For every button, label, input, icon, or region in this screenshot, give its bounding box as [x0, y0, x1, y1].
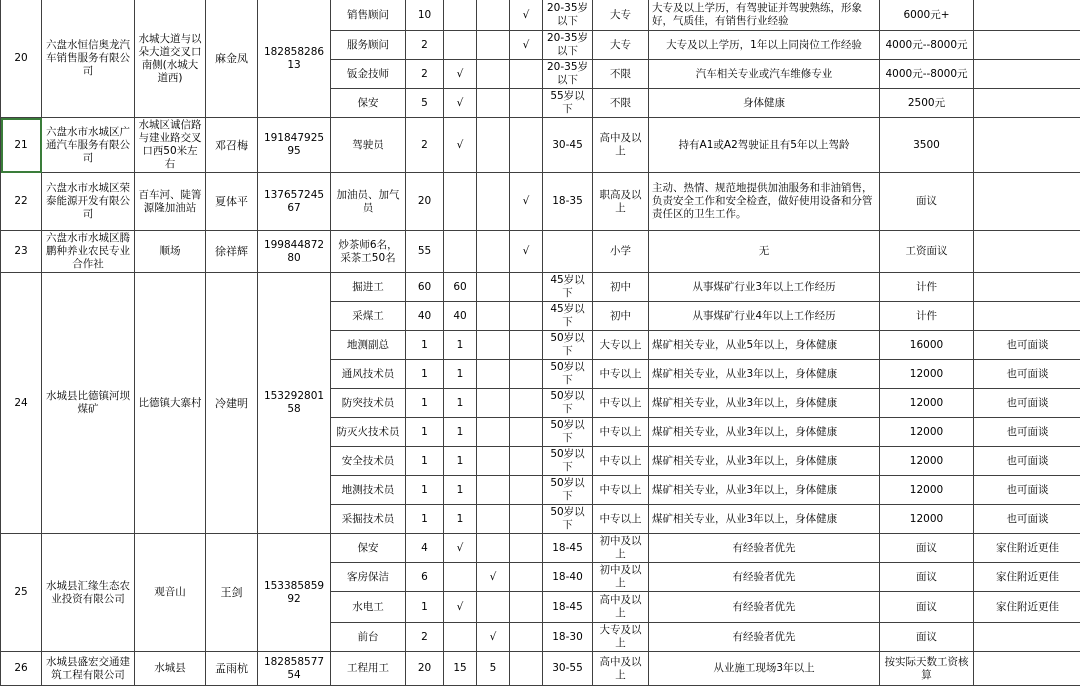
- requirements[interactable]: 有经验者优先: [649, 623, 880, 652]
- salary[interactable]: 12000: [880, 418, 974, 447]
- remark[interactable]: 也可面谈: [974, 331, 1080, 360]
- gender-unlimited[interactable]: √: [510, 0, 543, 31]
- gender-unlimited[interactable]: [510, 118, 543, 173]
- education[interactable]: 大专: [593, 0, 649, 31]
- gender-unlimited[interactable]: √: [510, 31, 543, 60]
- work-address[interactable]: 水城区诚信路与建业路交叉口西50米左右: [135, 118, 206, 173]
- requirements[interactable]: 汽车相关专业或汽车维修专业: [649, 60, 880, 89]
- table-row: [1, 231, 1080, 273]
- job-title[interactable]: 防灭火技术员: [331, 418, 406, 447]
- gender-unlimited[interactable]: [510, 302, 543, 331]
- work-address[interactable]: 顺场: [135, 231, 206, 273]
- gender-unlimited[interactable]: [510, 505, 543, 534]
- company-name[interactable]: 六盘水市水城区荣泰能源开发有限公司: [42, 173, 135, 231]
- female-count[interactable]: [477, 118, 510, 173]
- female-count[interactable]: √: [477, 623, 510, 652]
- requirements[interactable]: 煤矿相关专业，从业3年以上，身体健康: [649, 418, 880, 447]
- headcount[interactable]: 20: [406, 652, 444, 686]
- company-name[interactable]: 六盘水市水城区腾鹏种养业农民专业合作社: [42, 231, 135, 273]
- remark[interactable]: [974, 89, 1080, 118]
- gender-unlimited[interactable]: [510, 592, 543, 623]
- headcount[interactable]: 1: [406, 331, 444, 360]
- salary[interactable]: 12000: [880, 360, 974, 389]
- requirements[interactable]: 煤矿相关专业，从业3年以上，身体健康: [649, 476, 880, 505]
- female-count[interactable]: [477, 173, 510, 231]
- remark[interactable]: [974, 231, 1080, 273]
- gender-unlimited[interactable]: [510, 273, 543, 302]
- gender-unlimited[interactable]: [510, 360, 543, 389]
- salary[interactable]: 按实际天数工资核算: [880, 652, 974, 686]
- requirements[interactable]: 煤矿相关专业，从业3年以上，身体健康: [649, 389, 880, 418]
- job-title[interactable]: 销售顾问: [331, 0, 406, 31]
- headcount[interactable]: 1: [406, 447, 444, 476]
- female-count[interactable]: [477, 389, 510, 418]
- salary[interactable]: 6000元+: [880, 0, 974, 31]
- gender-unlimited[interactable]: √: [510, 173, 543, 231]
- contact-person[interactable]: 邓召梅: [206, 118, 258, 173]
- table-row: [1, 273, 1080, 302]
- female-count[interactable]: [477, 476, 510, 505]
- table-row: [1, 173, 1080, 231]
- female-count[interactable]: [477, 231, 510, 273]
- remark[interactable]: [974, 118, 1080, 173]
- education[interactable]: 大专以上: [593, 331, 649, 360]
- job-title[interactable]: 客房保洁: [331, 563, 406, 592]
- salary[interactable]: 面议: [880, 563, 974, 592]
- headcount[interactable]: 1: [406, 505, 444, 534]
- salary[interactable]: 4000元--8000元: [880, 31, 974, 60]
- job-title[interactable]: 水电工: [331, 592, 406, 623]
- contact-person[interactable]: 孟雨杭: [206, 652, 258, 686]
- age-range[interactable]: 20-35岁以下: [543, 31, 593, 60]
- row-number[interactable]: 26: [1, 652, 42, 686]
- gender-unlimited[interactable]: [510, 447, 543, 476]
- row-number[interactable]: 20: [1, 0, 42, 118]
- requirements[interactable]: 煤矿相关专业，从业5年以上，身体健康: [649, 331, 880, 360]
- gender-unlimited[interactable]: [510, 331, 543, 360]
- contact-phone[interactable]: 13765724567: [258, 173, 331, 231]
- age-range[interactable]: 18-45: [543, 534, 593, 563]
- headcount[interactable]: 2: [406, 60, 444, 89]
- female-count[interactable]: [477, 60, 510, 89]
- requirements[interactable]: 从事煤矿行业4年以上工作经历: [649, 302, 880, 331]
- table-row: [1, 534, 1080, 563]
- job-title[interactable]: 炒茶师6名，采茶工50名: [331, 231, 406, 273]
- gender-unlimited[interactable]: [510, 652, 543, 686]
- female-count[interactable]: [477, 360, 510, 389]
- requirements[interactable]: 持有A1或A2驾驶证且有5年以上驾龄: [649, 118, 880, 173]
- male-count[interactable]: 1: [444, 447, 477, 476]
- remark[interactable]: 也可面谈: [974, 476, 1080, 505]
- requirements[interactable]: 身体健康: [649, 89, 880, 118]
- education[interactable]: 初中: [593, 273, 649, 302]
- contact-phone[interactable]: 15338585992: [258, 534, 331, 652]
- row-number[interactable]: 23: [1, 231, 42, 273]
- headcount[interactable]: 6: [406, 563, 444, 592]
- gender-unlimited[interactable]: √: [510, 231, 543, 273]
- work-address[interactable]: 比德镇大寨村: [135, 273, 206, 534]
- male-count[interactable]: 1: [444, 505, 477, 534]
- salary[interactable]: 12000: [880, 447, 974, 476]
- education[interactable]: 高中及以上: [593, 652, 649, 686]
- job-title[interactable]: 采煤工: [331, 302, 406, 331]
- age-range[interactable]: 50岁以下: [543, 447, 593, 476]
- remark[interactable]: 家住附近更佳: [974, 534, 1080, 563]
- female-count[interactable]: [477, 447, 510, 476]
- contact-phone[interactable]: 18285857754: [258, 652, 331, 686]
- male-count[interactable]: [444, 0, 477, 31]
- education[interactable]: 初中及以上: [593, 563, 649, 592]
- salary[interactable]: 12000: [880, 476, 974, 505]
- work-address[interactable]: 水城县: [135, 652, 206, 686]
- male-count[interactable]: [444, 31, 477, 60]
- female-count[interactable]: [477, 31, 510, 60]
- male-count[interactable]: 1: [444, 476, 477, 505]
- salary[interactable]: 计件: [880, 273, 974, 302]
- age-range[interactable]: 20-35岁以下: [543, 0, 593, 31]
- male-count[interactable]: [444, 563, 477, 592]
- contact-person[interactable]: 夏体平: [206, 173, 258, 231]
- work-address[interactable]: 水城大道与以朵大道交叉口南侧(水城大道西): [135, 0, 206, 118]
- age-range[interactable]: 55岁以下: [543, 89, 593, 118]
- education[interactable]: 小学: [593, 231, 649, 273]
- row-number[interactable]: 21: [1, 118, 42, 173]
- education[interactable]: 初中及以上: [593, 534, 649, 563]
- remark[interactable]: [974, 652, 1080, 686]
- salary[interactable]: 面议: [880, 534, 974, 563]
- job-title[interactable]: 通风技术员: [331, 360, 406, 389]
- female-count[interactable]: [477, 418, 510, 447]
- female-count[interactable]: [477, 331, 510, 360]
- job-title[interactable]: 前台: [331, 623, 406, 652]
- headcount[interactable]: 55: [406, 231, 444, 273]
- contact-person[interactable]: 麻金凤: [206, 0, 258, 118]
- job-title[interactable]: 地测副总: [331, 331, 406, 360]
- age-range[interactable]: 50岁以下: [543, 389, 593, 418]
- remark[interactable]: 也可面谈: [974, 360, 1080, 389]
- requirements[interactable]: 主动、热情、规范地提供加油服务和非油销售，负责安全工作和安全检查，做好使用设备和分管责任区的卫生工作。: [649, 173, 880, 231]
- headcount[interactable]: 20: [406, 173, 444, 231]
- education[interactable]: 大专及以上: [593, 623, 649, 652]
- remark[interactable]: [974, 302, 1080, 331]
- job-title[interactable]: 保安: [331, 89, 406, 118]
- contact-person[interactable]: 王剑: [206, 534, 258, 652]
- gender-unlimited[interactable]: [510, 418, 543, 447]
- gender-unlimited[interactable]: [510, 534, 543, 563]
- male-count[interactable]: [444, 231, 477, 273]
- female-count[interactable]: 5: [477, 652, 510, 686]
- company-name[interactable]: 六盘水市水城区广通汽车服务有限公司: [42, 118, 135, 173]
- education[interactable]: 不限: [593, 60, 649, 89]
- remark[interactable]: [974, 0, 1080, 31]
- male-count[interactable]: √: [444, 534, 477, 563]
- job-title[interactable]: 保安: [331, 534, 406, 563]
- remark[interactable]: 家住附近更佳: [974, 592, 1080, 623]
- age-range[interactable]: 50岁以下: [543, 505, 593, 534]
- education[interactable]: 不限: [593, 89, 649, 118]
- salary[interactable]: 计件: [880, 302, 974, 331]
- gender-unlimited[interactable]: [510, 60, 543, 89]
- female-count[interactable]: [477, 534, 510, 563]
- remark[interactable]: [974, 60, 1080, 89]
- education[interactable]: 中专以上: [593, 447, 649, 476]
- male-count[interactable]: 40: [444, 302, 477, 331]
- salary[interactable]: 2500元: [880, 89, 974, 118]
- education[interactable]: 高中及以上: [593, 592, 649, 623]
- male-count[interactable]: 15: [444, 652, 477, 686]
- gender-unlimited[interactable]: [510, 389, 543, 418]
- education[interactable]: 中专以上: [593, 389, 649, 418]
- gender-unlimited[interactable]: [510, 623, 543, 652]
- salary[interactable]: 16000: [880, 331, 974, 360]
- salary[interactable]: 工资面议: [880, 231, 974, 273]
- male-count[interactable]: 1: [444, 418, 477, 447]
- job-title[interactable]: 防突技术员: [331, 389, 406, 418]
- remark[interactable]: 也可面谈: [974, 447, 1080, 476]
- requirements[interactable]: 煤矿相关专业，从业3年以上，身体健康: [649, 447, 880, 476]
- remark[interactable]: [974, 173, 1080, 231]
- requirements[interactable]: 煤矿相关专业，从业3年以上，身体健康: [649, 360, 880, 389]
- contact-phone[interactable]: 19984487280: [258, 231, 331, 273]
- job-title[interactable]: 地测技术员: [331, 476, 406, 505]
- age-range[interactable]: 45岁以下: [543, 302, 593, 331]
- male-count[interactable]: √: [444, 89, 477, 118]
- male-count[interactable]: 1: [444, 360, 477, 389]
- education[interactable]: 中专以上: [593, 360, 649, 389]
- salary[interactable]: 面议: [880, 592, 974, 623]
- age-range[interactable]: 18-35: [543, 173, 593, 231]
- salary[interactable]: 12000: [880, 505, 974, 534]
- male-count[interactable]: √: [444, 118, 477, 173]
- female-count[interactable]: [477, 273, 510, 302]
- gender-unlimited[interactable]: [510, 89, 543, 118]
- age-range[interactable]: 50岁以下: [543, 331, 593, 360]
- female-count[interactable]: [477, 302, 510, 331]
- row-number[interactable]: 22: [1, 173, 42, 231]
- age-range[interactable]: 18-40: [543, 563, 593, 592]
- age-range[interactable]: 30-45: [543, 118, 593, 173]
- salary[interactable]: 3500: [880, 118, 974, 173]
- age-range[interactable]: 20-35岁以下: [543, 60, 593, 89]
- female-count[interactable]: [477, 505, 510, 534]
- remark[interactable]: [974, 31, 1080, 60]
- gender-unlimited[interactable]: [510, 476, 543, 505]
- headcount[interactable]: 60: [406, 273, 444, 302]
- headcount[interactable]: 2: [406, 118, 444, 173]
- company-name[interactable]: 水城县盛宏交通建筑工程有限公司: [42, 652, 135, 686]
- education[interactable]: 高中及以上: [593, 118, 649, 173]
- company-name[interactable]: 六盘水恒信奥龙汽车销售服务有限公司: [42, 0, 135, 118]
- contact-phone[interactable]: 18285828613: [258, 0, 331, 118]
- headcount[interactable]: 1: [406, 360, 444, 389]
- company-name[interactable]: 水城县比德镇河坝煤矿: [42, 273, 135, 534]
- company-name[interactable]: 水城县汇缘生态农业投资有限公司: [42, 534, 135, 652]
- headcount[interactable]: 1: [406, 592, 444, 623]
- job-title[interactable]: 加油员、加气员: [331, 173, 406, 231]
- female-count[interactable]: [477, 592, 510, 623]
- age-range[interactable]: 50岁以下: [543, 418, 593, 447]
- job-title[interactable]: 工程用工: [331, 652, 406, 686]
- headcount[interactable]: 5: [406, 89, 444, 118]
- remark[interactable]: 家住附近更佳: [974, 563, 1080, 592]
- work-address[interactable]: 百车河、陡箐源隆加油站: [135, 173, 206, 231]
- headcount[interactable]: 10: [406, 0, 444, 31]
- female-count[interactable]: [477, 0, 510, 31]
- male-count[interactable]: 60: [444, 273, 477, 302]
- education[interactable]: 中专以上: [593, 505, 649, 534]
- table-row: [1, 0, 1080, 31]
- male-count[interactable]: 1: [444, 331, 477, 360]
- table-row: [1, 118, 1080, 173]
- male-count[interactable]: √: [444, 592, 477, 623]
- remark[interactable]: 也可面谈: [974, 505, 1080, 534]
- headcount[interactable]: 1: [406, 418, 444, 447]
- work-address[interactable]: 观音山: [135, 534, 206, 652]
- requirements[interactable]: 大专及以上学历，有驾驶证并驾驶熟练，形象好，气质佳，有销售行业经验: [649, 0, 880, 31]
- contact-person[interactable]: 冷建明: [206, 273, 258, 534]
- requirements[interactable]: 大专及以上学历，1年以上同岗位工作经验: [649, 31, 880, 60]
- headcount[interactable]: 1: [406, 476, 444, 505]
- job-title[interactable]: 安全技术员: [331, 447, 406, 476]
- salary[interactable]: 面议: [880, 623, 974, 652]
- requirements[interactable]: 煤矿相关专业，从业3年以上，身体健康: [649, 505, 880, 534]
- age-range[interactable]: 45岁以下: [543, 273, 593, 302]
- job-title[interactable]: 采掘技术员: [331, 505, 406, 534]
- remark[interactable]: [974, 623, 1080, 652]
- job-title[interactable]: 掘进工: [331, 273, 406, 302]
- female-count[interactable]: [477, 89, 510, 118]
- headcount[interactable]: 4: [406, 534, 444, 563]
- age-range[interactable]: 30-55: [543, 652, 593, 686]
- age-range[interactable]: 50岁以下: [543, 360, 593, 389]
- education[interactable]: 中专以上: [593, 418, 649, 447]
- salary[interactable]: 4000元--8000元: [880, 60, 974, 89]
- education[interactable]: 中专以上: [593, 476, 649, 505]
- job-title[interactable]: 服务顾问: [331, 31, 406, 60]
- requirements[interactable]: 从业施工现场3年以上: [649, 652, 880, 686]
- education[interactable]: 初中: [593, 302, 649, 331]
- requirements[interactable]: 有经验者优先: [649, 534, 880, 563]
- requirements[interactable]: 有经验者优先: [649, 592, 880, 623]
- job-title[interactable]: 钣金技师: [331, 60, 406, 89]
- gender-unlimited[interactable]: [510, 563, 543, 592]
- male-count[interactable]: [444, 623, 477, 652]
- requirements[interactable]: 从事煤矿行业3年以上工作经历: [649, 273, 880, 302]
- age-range[interactable]: 18-45: [543, 592, 593, 623]
- row-number[interactable]: 24: [1, 273, 42, 534]
- contact-phone[interactable]: 15329280158: [258, 273, 331, 534]
- remark[interactable]: [974, 273, 1080, 302]
- salary[interactable]: 面议: [880, 173, 974, 231]
- headcount[interactable]: 2: [406, 31, 444, 60]
- contact-person[interactable]: 徐祥辉: [206, 231, 258, 273]
- remark[interactable]: 也可面谈: [974, 389, 1080, 418]
- education[interactable]: 大专: [593, 31, 649, 60]
- table-row: [1, 652, 1080, 686]
- remark[interactable]: 也可面谈: [974, 418, 1080, 447]
- female-count[interactable]: √: [477, 563, 510, 592]
- row-number[interactable]: 25: [1, 534, 42, 652]
- requirements[interactable]: 有经验者优先: [649, 563, 880, 592]
- male-count[interactable]: 1: [444, 389, 477, 418]
- headcount[interactable]: 40: [406, 302, 444, 331]
- age-range[interactable]: 18-30: [543, 623, 593, 652]
- age-range[interactable]: [543, 231, 593, 273]
- job-title[interactable]: 驾驶员: [331, 118, 406, 173]
- age-range[interactable]: 50岁以下: [543, 476, 593, 505]
- male-count[interactable]: √: [444, 60, 477, 89]
- contact-phone[interactable]: 19184792595: [258, 118, 331, 173]
- headcount[interactable]: 2: [406, 623, 444, 652]
- headcount[interactable]: 1: [406, 389, 444, 418]
- requirements[interactable]: 无: [649, 231, 880, 273]
- male-count[interactable]: [444, 173, 477, 231]
- salary[interactable]: 12000: [880, 389, 974, 418]
- education[interactable]: 职高及以上: [593, 173, 649, 231]
